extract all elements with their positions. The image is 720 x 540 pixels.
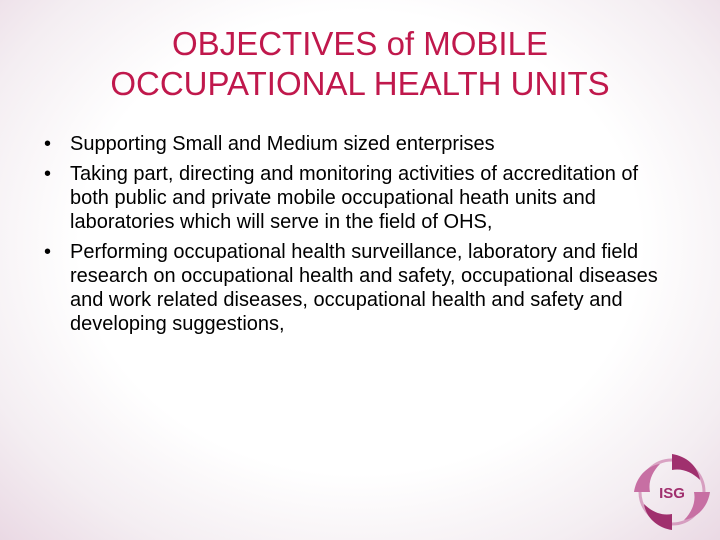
bullet-item xyxy=(40,162,680,234)
title-line-1: OBJECTIVES of MOBILE xyxy=(172,25,548,62)
bullet-item xyxy=(40,132,680,156)
bullet-list xyxy=(40,132,680,342)
logo-text: ISG xyxy=(659,485,685,502)
bullet-dot: • xyxy=(44,163,52,185)
bullet-dot: • xyxy=(44,133,52,155)
hands-logo-icon xyxy=(626,446,718,538)
title-line-2: OCCUPATIONAL HEALTH UNITS xyxy=(110,65,610,102)
bullet-text: Supporting Small and Medium sized enterprises xyxy=(70,133,495,155)
bullet-dot: • xyxy=(44,241,52,263)
bullet-text: Taking part, directing and monitoring activities of accreditation of both public and private mobile occupational heath units and laboratories which will serve in the field of OHS, xyxy=(70,163,639,233)
bullet-text: Performing occupational health surveillance, laboratory and field research on occupational health and safety, occupational diseases and work related diseases, occupational health and safety and developing suggestions, xyxy=(70,241,658,335)
isg-logo xyxy=(626,446,718,538)
slide-title xyxy=(40,24,680,104)
bullet-item xyxy=(40,240,680,336)
